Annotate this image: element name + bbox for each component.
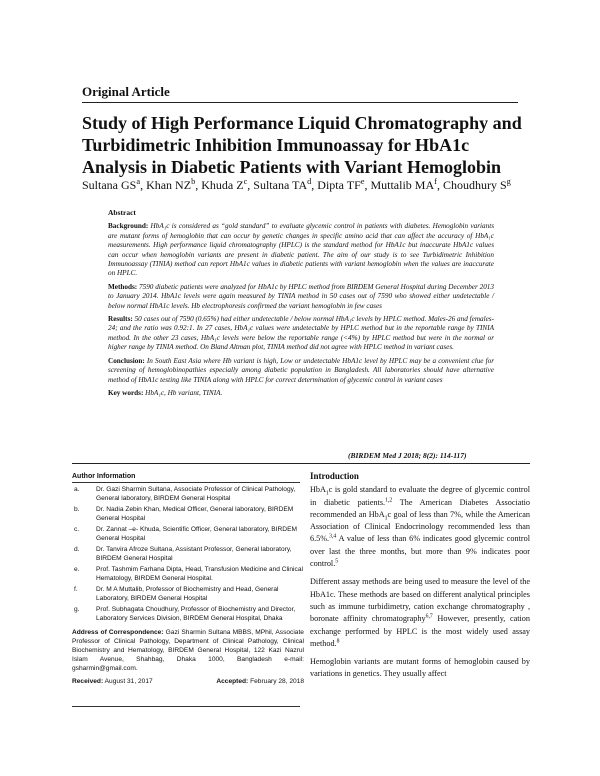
reference-marker: 1,2 — [385, 496, 393, 503]
author-name: Sultana $TA^d$ — [253, 177, 312, 192]
author-info-entry — [72, 605, 304, 623]
conclusion-label: Conclusion: — [108, 356, 145, 365]
methods-label: Methods: — [108, 282, 138, 291]
author-name: Sultana $GS^a$ — [82, 177, 141, 192]
intro-text: c goal of less than 7%, while the American Association of Clinical Endocrinology recommended less than 6.5%. — [310, 509, 530, 544]
intro-text: The American Diabetes Associatio recommended an HbA — [310, 497, 531, 519]
entry-text: Dr. Nadia Zebin Khan, Medical Officer, General laboratory, BIRDEM General Hospital — [96, 506, 294, 522]
author-separator: , — [140, 178, 147, 192]
entry-text: Dr. Tanvira Afroze Sultana, Assistant Professor, General laboratory, BIRDEM General Hospital — [96, 546, 292, 562]
entry-letter: c. — [74, 526, 80, 533]
author-name: Khuda $Z^c$ — [201, 177, 248, 192]
author-info-entry — [72, 565, 304, 583]
intro-text: c is gold standard to evaluate the degree of glycemic control in diabetic patients. — [310, 485, 530, 507]
entry-letter: f. — [74, 586, 78, 593]
received-date — [72, 677, 153, 686]
background-text: HbA₁c is considered as “gold standard” to evaluate glycemic control in patients with diabetes. Hemoglobin variants are mutant forms of hemoglobin that can occur by genetic changes in specific amino acid that can affect the accuracy of HbA₁c measurements. High performance liquid chromatography (HPLC) is the standard method for HbA1c but inaccurate HbA1c values can occur when hemoglobin variants are present in diabetic patient. The aim of our study is to see Turbidimetric Inhibition Immunoassay (TINIA) method can report HbA1c values in diabetic patients with variant hemoglobin when the values are inaccurate on HPLC. — [108, 222, 495, 278]
subscript: 1 — [325, 490, 329, 497]
author-list — [82, 178, 542, 193]
entry-text: Prof. Subhagata Choudhury, Professor of Biochemistry and Director, Laboratory Services Division, BIRDEM General Hospital, Dhaka — [96, 606, 296, 622]
author-info-entry — [72, 505, 304, 523]
author-info-entry — [72, 545, 304, 563]
author-info-entry — [72, 485, 304, 503]
entry-text: Dr. Zannat –e- Khuda, Scientific Officer, General laboratory, BIRDEM General Hospital — [96, 526, 297, 542]
reference-marker: 5 — [335, 558, 339, 565]
author-separator: , — [247, 178, 254, 192]
author-separator: , — [311, 178, 318, 192]
author-name: Khan $NZ^b$ — [146, 177, 196, 192]
abstract-results — [108, 315, 494, 353]
abstract-divider — [72, 463, 530, 464]
reference-marker: 8 — [336, 638, 340, 645]
author-separator: , — [364, 178, 371, 192]
intro-text: A value of less than 6% indicates good glycemic control over last the three months, but more than 9% indicates poor control. — [310, 534, 530, 569]
subscript: 1 — [384, 515, 388, 522]
paper-title: Study of High Performance Liquid Chromatography and Turbidimetric Inhibition Immunoassay for HbA1c Analysis in Diabetic Patients with Variant Hemoglobin — [82, 113, 522, 177]
author-info-entry — [72, 585, 304, 603]
entry-letter: e. — [74, 566, 80, 573]
affiliation-marker: a — [136, 177, 141, 186]
entry-letter: b. — [74, 506, 80, 513]
entry-text: Prof. Tashmim Farhana Dipta, Head, Transfusion Medicine and Clinical Hematology, BIRDEM General Hospital. — [96, 566, 303, 582]
keywords-label: Key words: — [108, 388, 144, 397]
affiliation-marker: f — [434, 177, 437, 186]
results-text: 50 cases out of 7590 (0.65%) had either undetectable / below normal HbA₁c levels by HPLC method. Males-26 and females-24; and the ratio was 0.92:1. In 27 cases, HbA₁c values were undetectable by HPLC method but in the reportable range by TINIA method. In the other 23 cases, HbA₁c levels were below the reportable range (<4%) by HPLC method but were in the normal or higher range by TINIA method. On Bland Altman plot, TINIA method did not agree with HPLC method in variant cases. — [108, 315, 494, 352]
accepted-date — [216, 677, 304, 686]
author-name: Choudhury $S^g$ — [442, 177, 511, 192]
abstract-conclusion — [108, 357, 494, 385]
intro-text: HbA — [310, 485, 326, 495]
affiliation-marker: d — [307, 177, 312, 186]
methods-text: 7590 diabetic patients were analyzed for HbA1c by HPLC method from BIRDEM General Hospital during December 2013 to January 2014. HbA1c levels were again measured by TINIA method in 50 cases out of 7590 who showed either undetectable / below normal HbA1c levels. Hb electrophoresis confirmed the variant hemoglobin in few cases — [108, 282, 494, 310]
intro-paragraph-3: Hemoglobin variants are mutant forms of hemoglobin caused by variations in genetics. They usually affect — [310, 657, 530, 679]
author-info-entry — [72, 525, 304, 543]
entry-letter: a. — [74, 486, 80, 493]
received-value: August 31, 2017 — [104, 678, 153, 685]
abstract-heading: Abstract — [108, 208, 136, 217]
author-separator: , — [436, 178, 443, 192]
received-label: Received: — [72, 678, 104, 685]
affiliation-marker: e — [360, 177, 365, 186]
author-information — [72, 472, 304, 686]
intro-paragraph-2 — [310, 576, 530, 650]
author-info-rule-bottom — [72, 706, 300, 707]
correspondence-address — [72, 628, 304, 673]
results-label: Results: — [108, 315, 133, 324]
author-info-rule-top — [72, 482, 300, 483]
article-type: Original Article — [82, 84, 170, 99]
reference-marker: 3,4 — [329, 533, 337, 540]
affiliation-marker: c — [243, 177, 248, 186]
background-label: Background: — [108, 222, 149, 231]
entry-letter: g. — [74, 606, 80, 613]
author-separator: , — [195, 178, 202, 192]
entry-text: Dr. Gazi Sharmin Sultana, Associate Professor of Clinical Pathology, General laboratory, BIRDEM General Hospital — [96, 486, 296, 502]
accepted-value: February 28, 2018 — [250, 678, 304, 685]
correspondence-label: Address of Correspondence: — [72, 629, 164, 636]
intro-paragraph-1 — [310, 484, 530, 570]
entry-text: Dr. M A Muttalib, Professor of Biochemistry and Head, General Laboratory, BIRDEM General Hospital — [96, 586, 279, 602]
entry-letter: d. — [74, 546, 80, 553]
author-info-heading: Author Information — [72, 473, 136, 480]
intro-text: However, presently, cation exchange performed by HPLC is the most widely used assay method. — [310, 614, 530, 648]
author-name: Muttalib $MA^f$ — [370, 177, 437, 192]
reference-marker: 6,7 — [425, 613, 433, 620]
affiliation-marker: b — [191, 177, 196, 186]
author-name: Dipta $TF^e$ — [317, 177, 365, 192]
intro-text: Different assay methods are being used to measure the level of the HbA1c. These methods are based on different analytical principles such as immune turbidimetry, cation exchange chromatography , boronate affinity chromatography — [310, 577, 530, 624]
dates-row — [72, 677, 304, 686]
conclusion-text: In South East Asia where Hb variant is high, Low or undetectable HbA1c level by HPLC may be a convenient clue for screening of hemoglobinopathies especially among diabetic population in Bangladesh. All laboratories should have alternative method of HbA1c testing like TINIA along with HPLC for correct determination of glycemic control in variant cases — [108, 356, 495, 384]
accepted-label: Accepted: — [216, 678, 249, 685]
abstract-background — [108, 222, 494, 278]
abstract-keywords — [108, 389, 494, 398]
abstract-section — [108, 208, 494, 402]
abstract-methods — [108, 283, 494, 311]
keywords-text: HbA₁c, Hb variant, TINIA. — [145, 388, 223, 397]
journal-citation: (BIRDEM Med J 2018; 8(2): 114-117) — [348, 451, 467, 460]
introduction-heading: Introduction — [310, 471, 359, 481]
correspondence-text: Gazi Sharmin Sultana MBBS, MPhil, Associate Professor of Clinical Pathology, Department of Clinical Pathology, Clinical Biochemistry and Hematology, BIRDEM General Hospital, 122 Kazi Nazrul Islam Avenue, Shahbag, Dhaka 1000, Bangladesh e-mail: gsharmin@gmail.com. — [72, 629, 304, 672]
author-info-list — [72, 485, 304, 623]
header-divider — [82, 102, 518, 103]
affiliation-marker: g — [506, 177, 511, 186]
introduction-section — [310, 470, 530, 687]
